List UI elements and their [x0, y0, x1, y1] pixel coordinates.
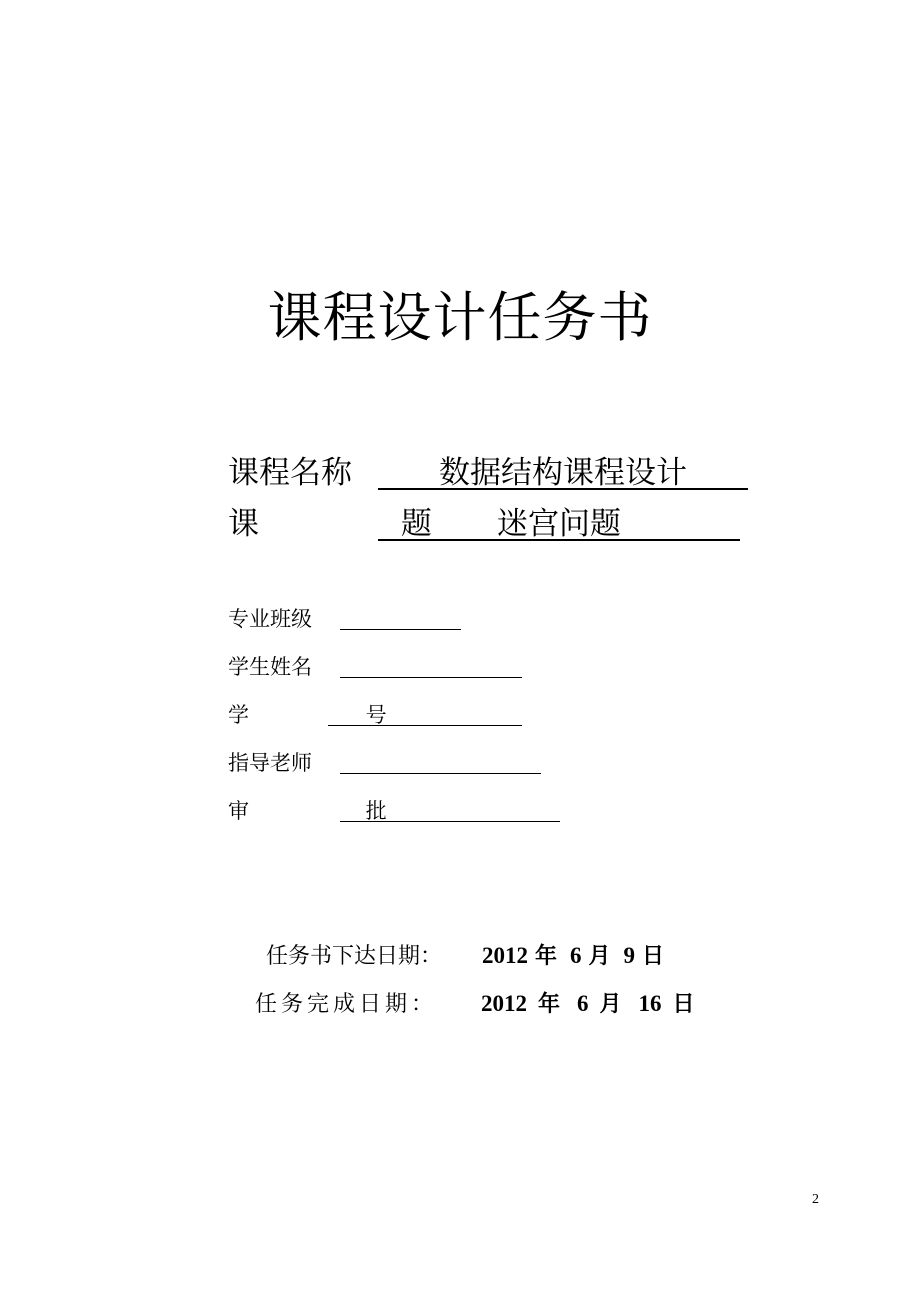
complete-date-month-unit: 月: [599, 992, 622, 1017]
issue-date-day: 9: [623, 943, 636, 968]
page-title: 课程设计任务书: [267, 286, 653, 349]
student-id-blank: [328, 700, 522, 726]
course-name-label: 课程名称: [228, 455, 352, 491]
major-class-blank: [340, 604, 461, 630]
student-id-row: [228, 700, 528, 730]
complete-date-month: 6: [577, 991, 589, 1016]
course-name-row: [228, 452, 748, 494]
issue-date-month: 6: [570, 943, 582, 968]
complete-date-year: 2012: [481, 991, 528, 1016]
approval-label: 审 批: [228, 799, 442, 823]
student-id-label: 学 号: [228, 703, 442, 727]
issue-date-month-unit: 月: [588, 944, 611, 969]
issue-date-day-unit: 日: [642, 944, 665, 969]
topic-row: [228, 503, 740, 545]
approval-row: [228, 796, 568, 826]
advisor-blank: [340, 748, 541, 774]
student-name-blank: [340, 652, 522, 678]
complete-date-year-unit: 年: [538, 992, 561, 1017]
major-class-row: [228, 604, 468, 634]
issue-date-row: [266, 939, 664, 973]
major-class-label: 专业班级: [228, 607, 312, 631]
advisor-label: 指导老师: [228, 751, 312, 775]
issue-date-year-unit: 年: [535, 944, 558, 969]
page-number: 2: [812, 1192, 819, 1207]
complete-date-row: [255, 987, 695, 1021]
complete-date-day-unit: 日: [672, 992, 695, 1017]
complete-date-day: 16: [638, 991, 662, 1016]
issue-date-label: 任务书下达日期：: [266, 944, 443, 969]
topic-value: 迷宫问题: [378, 503, 740, 541]
course-name-value: 数据结构课程设计: [378, 452, 748, 490]
student-name-row: [228, 652, 528, 682]
issue-date-year: 2012: [482, 943, 529, 968]
approval-blank: [340, 796, 560, 822]
advisor-row: [228, 748, 548, 778]
topic-label: 课 题: [228, 506, 498, 542]
student-name-label: 学生姓名: [228, 655, 312, 679]
complete-date-label: 任务完成日期：: [255, 992, 438, 1017]
